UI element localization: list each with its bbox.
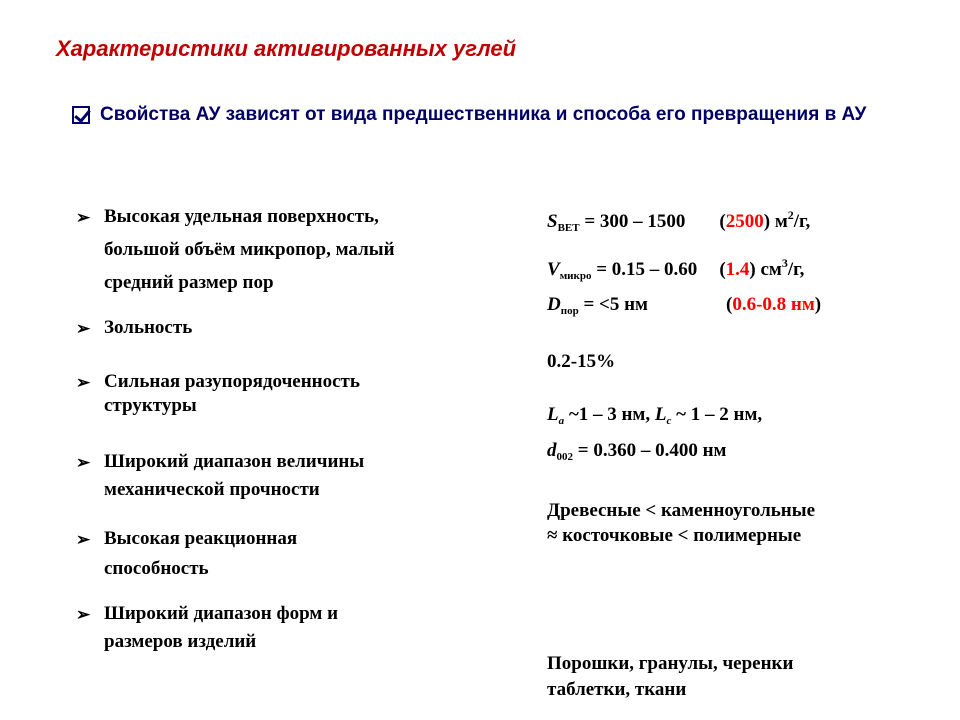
list-item <box>76 600 338 656</box>
list-item <box>76 524 297 584</box>
arrow-bullet-icon: ➢ <box>76 453 91 472</box>
max-value-highlight: 1.4 <box>725 259 750 280</box>
arrow-bullet-icon: ➢ <box>76 605 91 624</box>
list-item <box>76 448 364 504</box>
arrow-bullet-icon: ➢ <box>76 373 91 392</box>
property-text: Широкий диапазон форм и размеров изделий <box>104 603 339 652</box>
max-value-highlight: 2500 <box>725 211 764 232</box>
property-text: Высокая реакционная способность <box>104 528 298 579</box>
list-item <box>76 370 360 418</box>
list-item <box>76 200 395 299</box>
list-item <box>76 316 192 341</box>
reactivity-line-1: Древесные < каменноугольные <box>547 500 816 521</box>
subtitle-text: Свойства АУ зависят от вида предшественника и способа его превращения в АУ <box>100 104 867 125</box>
arrow-bullet-icon: ➢ <box>76 530 91 549</box>
ash-content-value: 0.2-15% <box>547 351 616 372</box>
property-text: Высокая удельная поверхность, большой объём микропор, малый средний размер пор <box>104 206 395 293</box>
forms-line-2: таблетки, ткани <box>547 679 687 700</box>
pore-size-value: $D_{пор} = <5$ нм (0.6-0.8 нм) <box>547 294 822 317</box>
forms-line-1: Порошки, гранулы, черенки <box>547 653 794 674</box>
slide-title: Характеристики активированных углей <box>56 36 517 61</box>
property-text: Сильная разупорядоченность структуры <box>104 371 360 416</box>
arrow-bullet-icon: ➢ <box>76 208 91 227</box>
surface-area-value: $S_{BET} = 300 - 1500$ (2500) $м^2/г$, <box>547 208 811 234</box>
interlayer-distance-value: $d_{002} = 0.360 - 0.400$ нм <box>547 440 727 463</box>
reactivity-line-2: ≈ косточковые < полимерные <box>547 525 802 546</box>
arrow-bullet-icon: ➢ <box>76 319 91 338</box>
property-text: Зольность <box>104 317 193 338</box>
property-text: Широкий диапазон величины механической прочности <box>104 451 365 500</box>
subtitle-line <box>72 104 866 126</box>
approx-equal-icon: ≈ <box>547 525 558 546</box>
checkbox-checked-icon <box>72 106 90 124</box>
typical-value-highlight: 0.6-0.8 нм <box>732 294 815 315</box>
crystallite-size-value: $L_a$ ~1 – 3 нм, $L_c$ ~ 1 – 2 нм, <box>547 404 763 427</box>
micropore-volume-value: $V_{микро} = 0.15 - 0.60$ (1.4) $см^3/г$, <box>547 256 805 282</box>
